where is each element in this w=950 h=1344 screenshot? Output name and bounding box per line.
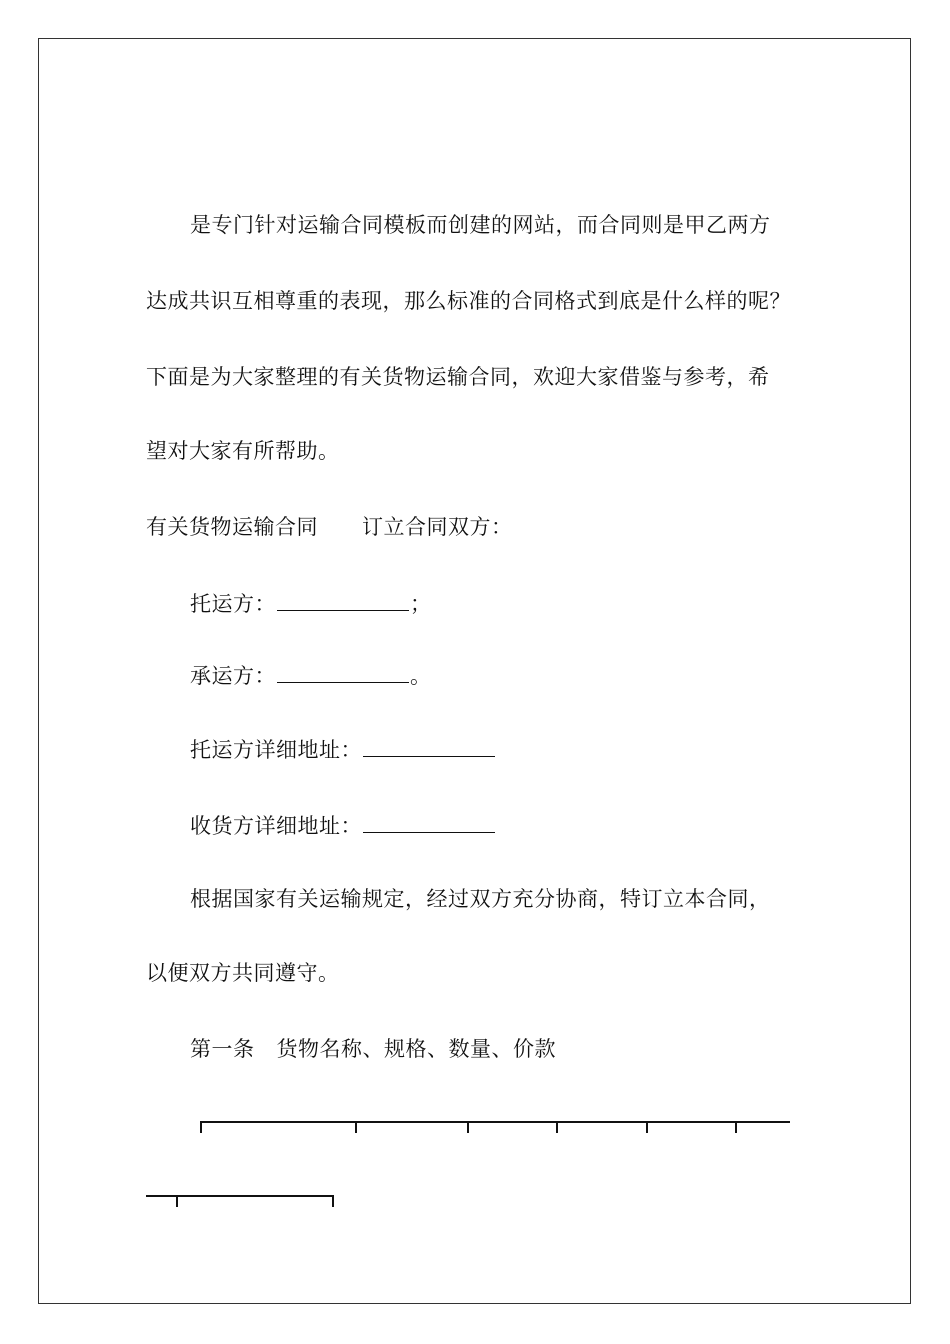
contract-title: 有关货物运输合同	[146, 515, 318, 539]
table-column-tick	[556, 1121, 558, 1133]
shipper-end: ；	[410, 592, 432, 616]
table-column-tick	[735, 1121, 737, 1133]
shipper-address-line	[190, 734, 496, 765]
intro-paragraph-line-1: 是专门针对运输合同模板而创建的网站，而合同则是甲乙两方	[190, 213, 771, 237]
article-1-title: 货物名称、规格、数量、价款	[276, 1037, 556, 1061]
shipper-address-label: 托运方详细地址：	[190, 738, 362, 762]
table-column-tick	[646, 1121, 648, 1133]
table-continuation-rule	[146, 1195, 334, 1197]
table-column-tick	[355, 1121, 357, 1133]
article-1-number: 第一条	[190, 1037, 255, 1061]
table-column-tick	[176, 1195, 178, 1207]
shipper-blank	[277, 588, 409, 611]
carrier-label: 承运方：	[190, 664, 276, 688]
consignee-address-blank	[363, 810, 495, 833]
intro-paragraph-line-3: 下面是为大家整理的有关货物运输合同，欢迎大家借鉴与参考，希	[146, 365, 770, 389]
shipper-address-blank	[363, 734, 495, 757]
carrier-line	[190, 660, 432, 691]
article-1-heading	[190, 1034, 556, 1064]
table-column-tick	[467, 1121, 469, 1133]
table-top-rule	[200, 1121, 790, 1123]
basis-paragraph-line-1: 根据国家有关运输规定，经过双方充分协商，特订立本合同，	[190, 887, 771, 911]
intro-paragraph-line-2: 达成共识互相尊重的表现，那么标准的合同格式到底是什么样的呢？	[146, 289, 791, 313]
consignee-address-label: 收货方详细地址：	[190, 814, 362, 838]
contract-title-line	[146, 512, 513, 542]
carrier-blank	[277, 660, 409, 683]
intro-paragraph-line-4: 望对大家有所帮助。	[146, 439, 340, 463]
parties-heading: 订立合同双方：	[362, 515, 513, 539]
basis-paragraph-line-2: 以便双方共同遵守。	[146, 961, 340, 985]
shipper-label: 托运方：	[190, 592, 276, 616]
table-corner-tick	[200, 1121, 202, 1133]
carrier-end: 。	[410, 664, 432, 688]
table-corner-tick	[332, 1195, 334, 1207]
shipper-line	[190, 588, 432, 619]
consignee-address-line	[190, 810, 496, 841]
